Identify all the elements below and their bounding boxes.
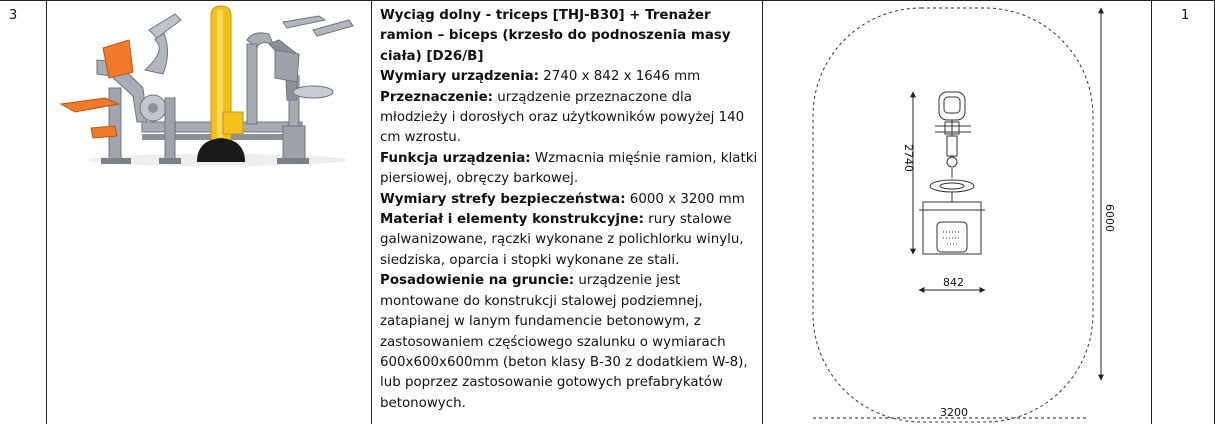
safety-zone-diagram-cell bbox=[762, 0, 1151, 424]
spec-purpose-label: Przeznaczenie: bbox=[380, 89, 494, 105]
description-text bbox=[380, 6, 760, 414]
spec-foundation-value: urządzenie jest montowane do konstrukcji stalowej podziemnej, zatapianej w lanym fundamencie betonowym, z zastosowaniem częściowego szalunku o wymiarach 600x600x600mm (beton klasy B-30 z dodatkiem W-8), lub poprzez zastosowanie gotowych prefabrykatów betonowych. bbox=[380, 273, 748, 411]
spec-safety-zone bbox=[380, 190, 760, 210]
device-length-label: 2740 bbox=[902, 144, 915, 172]
spec-material-value: rury stalowe galwanizowane, rączki wykonane z polichlorku winylu, siedziska, oparcia i stopki wykonane ze stali. bbox=[380, 212, 744, 268]
device-width-label: 842 bbox=[943, 276, 964, 289]
spec-safety-value: 6000 x 3200 mm bbox=[625, 191, 745, 207]
spec-foundation bbox=[380, 271, 760, 414]
spec-purpose-value: urządzenie przeznaczone dla młodzieży i dorosłych oraz użytkowników powyżej 140 cm wzrostu. bbox=[380, 89, 745, 146]
spec-dimensions-value: 2740 x 842 x 1646 mm bbox=[539, 69, 701, 85]
spec-dimensions bbox=[380, 67, 760, 87]
spec-function-value: Wzmacnia mięśnie ramion, klatki piersiowej, obręczy barkowej. bbox=[380, 150, 758, 187]
quantity-value: 1 bbox=[1181, 8, 1190, 23]
spec-function-label: Funkcja urządzenia: bbox=[380, 150, 531, 166]
spec-material-label: Materiał i elementy konstrukcyjne: bbox=[380, 212, 644, 228]
spec-foundation-label: Posadowienie na gruncie: bbox=[380, 273, 575, 289]
device-top-view bbox=[919, 92, 985, 254]
description-cell bbox=[371, 0, 762, 424]
equipment-photo-cell bbox=[46, 0, 371, 424]
safety-zone-diagram bbox=[763, 0, 1152, 424]
spec-purpose bbox=[380, 88, 760, 149]
spec-safety-label: Wymiary strefy bezpieczeństwa: bbox=[380, 191, 626, 207]
row-number-cell bbox=[0, 0, 46, 424]
zone-width-label: 3200 bbox=[940, 406, 968, 419]
spec-function bbox=[380, 149, 760, 190]
spec-material bbox=[380, 210, 760, 271]
safety-zone-outline bbox=[813, 8, 1093, 422]
equipment-photo bbox=[47, 0, 372, 424]
zone-length-label: 6000 bbox=[1103, 204, 1116, 232]
row-number: 3 bbox=[9, 8, 18, 23]
equipment-title: Wyciąg dolny - triceps [THJ-B30] + Trenażer ramion – biceps (krzesło do podnoszenia masy ciała) [D26/B] bbox=[380, 8, 731, 64]
quantity-cell bbox=[1151, 0, 1215, 424]
spec-dimensions-label: Wymiary urządzenia: bbox=[380, 69, 540, 85]
